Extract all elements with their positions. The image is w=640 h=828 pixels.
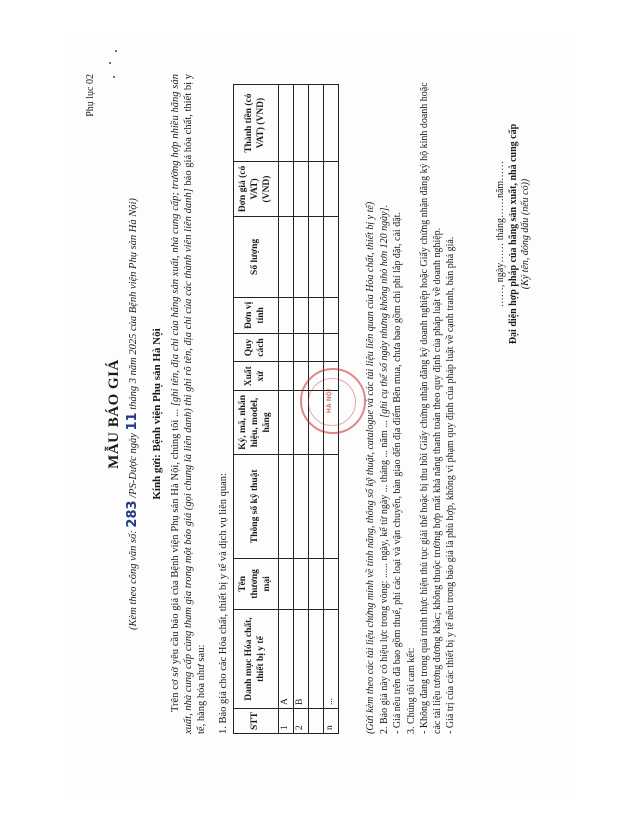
cell-stt: n (324, 709, 339, 734)
col-header-spec: Thông số kỹ thuật (234, 454, 279, 558)
col-header-unit: Đơn vị tính (234, 298, 279, 334)
stamp-text: HÀ NỘI (326, 388, 333, 414)
cell-item: ... (324, 610, 339, 709)
document-page (65, 34, 575, 794)
signature-block (495, 104, 533, 364)
handwritten-number: 283 (125, 500, 140, 528)
section-1-heading: 1. Báo giá cho các Hóa chất, thiết bị y tế và dịch vụ liên quan: (218, 473, 229, 734)
handwritten-day: 11 (125, 412, 140, 431)
cell-item (309, 610, 324, 709)
scan-speck-icon (109, 48, 119, 78)
intro-text-2: báo giá hóa chất, thiết bị y tế, hàng hóa như sau: (183, 74, 208, 734)
table-row (279, 85, 294, 734)
red-stamp-icon (300, 368, 366, 434)
col-header-item: Danh mục Hóa chất, thiết bị y tế (234, 610, 279, 709)
notes-section (365, 74, 459, 734)
subtitle-prefix: (Kèm theo công văn số: (128, 530, 139, 630)
subtitle-suffix: tháng 3 năm 2025 của Bệnh viện Phụ sản Hà Nội) (128, 198, 139, 410)
note-price: - Giá nêu trên đã bao gồm thuế, phí các loại và vận chuyển, bàn giao đến địa điểm Bên mua, chưa bao gồm chi phí lắp đặt, cài đặt. (392, 212, 403, 734)
note-attachment: (Gửi kèm theo các tài liệu chứng minh về tính năng, thông số kỹ thuật, catalogue và các tài liệu liên quan của Hóa chất, thiết bị y tế) (365, 201, 376, 734)
note-commit-heading: 3. Chúng tôi cam kết: (405, 647, 417, 734)
col-header-stt: STT (234, 709, 279, 734)
col-header-packing: Quy cách (234, 333, 279, 362)
col-header-total: Thành tiền (có VAT) (VND) (234, 85, 279, 162)
cell-stt: 2 (294, 709, 309, 734)
intro-text-1: Trên cơ sở yêu cầu báo giá của Bệnh viện Phụ sản Hà Nội, chúng tôi ... (170, 406, 181, 712)
col-header-model: Ký, mã, nhãn hiệu, model, hãng (234, 391, 279, 455)
note-validity: 2. Báo giá này có hiệu lực trong vòng: ...... ngày, kể từ ngày ... tháng ... năm ... [ghi cụ thể số ngày nhưng không nhỏ hơn 120 ngày]. (378, 205, 390, 734)
document-title: MẪU BÁO GIÁ (106, 359, 122, 469)
intro-paragraph (169, 74, 208, 734)
note-commit-1: - Không đang trong quá trình thực hiện thủ tục giải thể hoặc bị thu hồi Giấy chứng nhận đăng ký doanh nghiệp hoặc Giấy chứng nhận đăng ký hộ kinh doanh hoặc các tài liệu tương đương khác; không thuộc trường hợp mất khả năng thanh toán theo quy định của pháp luật về doanh nghiệp. (419, 82, 443, 734)
cell-item: A (279, 610, 294, 709)
signature-date: ……, ngày…… tháng……năm…… (495, 160, 506, 308)
col-header-origin: Xuất xứ (234, 362, 279, 391)
subtitle-middle: /PS-Dược ngày (128, 433, 139, 498)
document-subtitle (125, 34, 141, 794)
cell-stt (309, 709, 324, 734)
intro-italic-note: [ghi tên, địa chỉ của hãng sản xuất, nhà cung cấp; trường hợp nhiều hãng sản xuất, nhà cung cấp cùng tham gia trong một báo giá (gọi chung là liên danh) thì ghi rõ tên, địa chỉ của các thành viên liên danh] (170, 74, 195, 734)
signature-note: (Ký tên, đóng dấu (nếu có)) (520, 178, 531, 290)
appendix-label: Phụ lục 02 (85, 74, 96, 117)
cell-stt: 1 (279, 709, 294, 734)
table-header-row (234, 85, 279, 734)
col-header-quantity: Số lượng (234, 216, 279, 297)
addressee: Kính gửi: Bệnh viện Phụ sản Hà Nội (151, 328, 163, 500)
col-header-unit-price: Đơn giá (có VAT) (VND) (234, 162, 279, 217)
col-header-trade-name: Tên thương mại (234, 558, 279, 609)
signature-representative: Đại diện hợp pháp của hãng sản xuất, nhà cung cấp (507, 123, 519, 345)
cell-item: B (294, 610, 309, 709)
note-commit-2: - Giá trị của các thiết bị y tế nêu trong báo giá là phù hợp, không vi phạm quy định của pháp luật về cạnh tranh, bán phá giá. (445, 236, 456, 734)
